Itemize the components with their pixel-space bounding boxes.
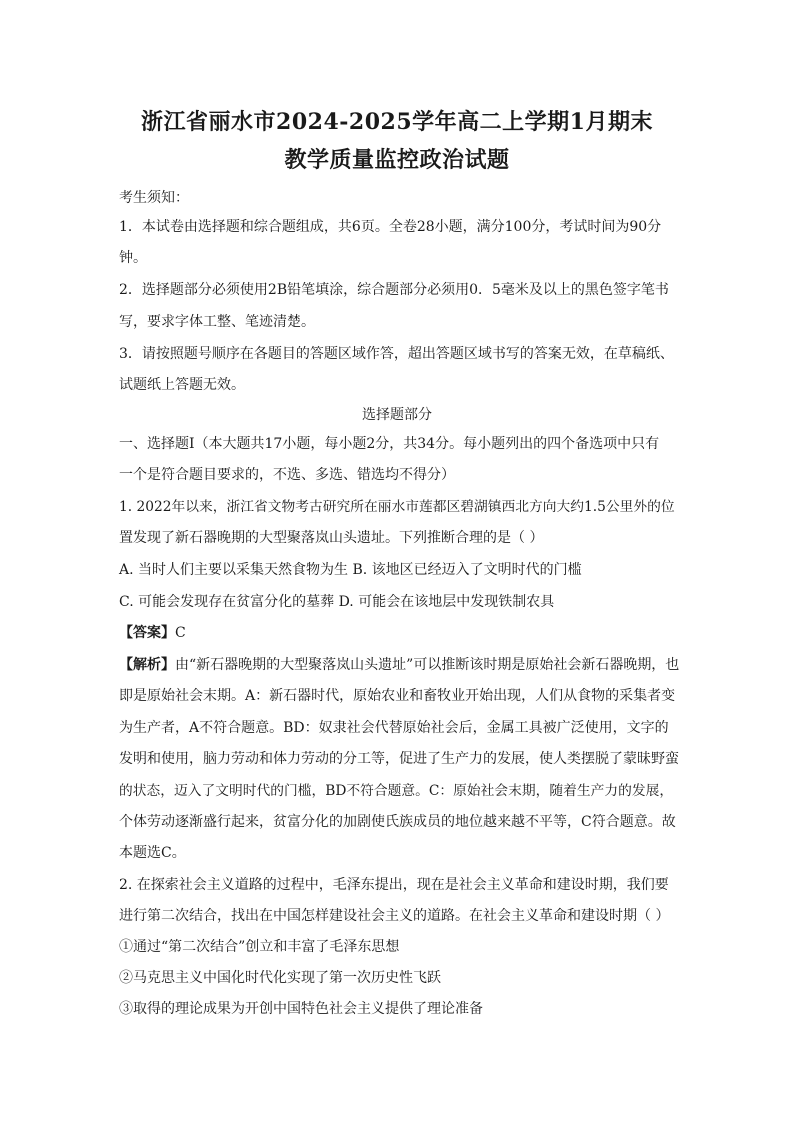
notice-line: 写，要求字体工整、笔迹清楚。 — [119, 314, 315, 330]
analysis-text: 由“新石器晚期的大型聚落岚山头遗址”可以推断该时期是原始社会新石器晚期，也 — [175, 657, 680, 673]
notice-line: 2．选择题部分必须使用2B铅笔填涂，综合题部分必须用0．5毫米及以上的黑色签字笔书 — [119, 282, 669, 298]
notice-line: 试题纸上答题无效。 — [119, 377, 245, 393]
question-2-item: ②马克思主义中国化时代化实现了第一次历史性飞跃 — [119, 970, 441, 986]
question-1-options-line: C. 可能会发现存在贫富分化的墓葬 D. 可能会在该地层中发现铁制农具 — [119, 594, 555, 610]
question-2-item: ③取得的理论成果为开创中国特色社会主义提供了理论准备 — [119, 1001, 483, 1017]
section-heading: 选择题部分 — [362, 407, 432, 423]
question-1-analysis-line: 发明和使用，脑力劳动和体力劳动的分工等，促进了生产力的发展，使人类摆脱了蒙昧野蛮 — [119, 751, 679, 767]
notice-heading: 考生须知： — [119, 190, 189, 206]
notice-line: 钟。 — [119, 250, 147, 266]
question-1-stem-line: 1. 2022年以来，浙江省文物考古研究所在丽水市莲都区碧湖镇西北方向大约1.5公里外的位 — [119, 499, 675, 515]
question-1-answer — [119, 623, 679, 643]
answer-value: C — [175, 625, 186, 641]
notice-line: 1．本试卷由选择题和综合题组成，共6页。全卷28小题，满分100分，考试时间为90分 — [119, 219, 662, 235]
section-intro-line: 一、选择题Ⅰ（本大题共17小题，每小题2分，共34分。每小题列出的四个备选项中只有 — [119, 436, 660, 452]
analysis-label: 【解析】 — [119, 657, 175, 673]
question-2-stem-line: 进行第二次结合，找出在中国怎样建设社会主义的道路。在社会主义革命和建设时期（ ） — [119, 908, 670, 924]
question-1-analysis-line: 的状态，迈入了文明时代的门槛，BD不符合题意。C：原始社会末期，随着生产力的发展， — [119, 783, 674, 799]
question-1-analysis-line: 即是原始社会末期。A：新石器时代，原始农业和畜牧业开始出现，人们从食物的采集者变 — [119, 688, 676, 704]
question-1-stem-line: 置发现了新石器晚期的大型聚落岚山头遗址。下列推断合理的是（ ） — [119, 530, 544, 546]
answer-label: 【答案】 — [119, 625, 175, 641]
question-1-analysis-line — [119, 655, 679, 675]
question-1-analysis-line: 为生产者，A不符合题意。BD：奴隶社会代替原始社会后，金属工具被广泛使用，文字的 — [119, 720, 669, 736]
section-intro-line: 一个是符合题目要求的，不选、多选、错选均不得分） — [119, 467, 455, 483]
question-2-item: ①通过“第二次结合”创立和丰富了毛泽东思想 — [119, 939, 400, 955]
question-1-analysis-line: 本题选C。 — [119, 845, 186, 861]
question-1-analysis-line: 个体劳动逐渐盛行起来，贫富分化的加剧使氏族成员的地位越来越不平等，C符合题意。故 — [119, 814, 676, 830]
title-line-1: 浙江省丽水市2024-2025学年高二上学期1月期末 — [141, 109, 653, 135]
notice-line: 3．请按照题号顺序在各题目的答题区域作答，超出答题区域书写的答案无效，在草稿纸、 — [119, 346, 674, 362]
question-1-options-line: A. 当时人们主要以采集天然食物为生 B. 该地区已经迈入了文明时代的门槛 — [119, 562, 582, 578]
question-2-stem-line: 2. 在探索社会主义道路的过程中，毛泽东提出，现在是社会主义革命和建设时期，我们要 — [119, 877, 669, 893]
title-line-2: 教学质量监控政治试题 — [284, 147, 510, 173]
